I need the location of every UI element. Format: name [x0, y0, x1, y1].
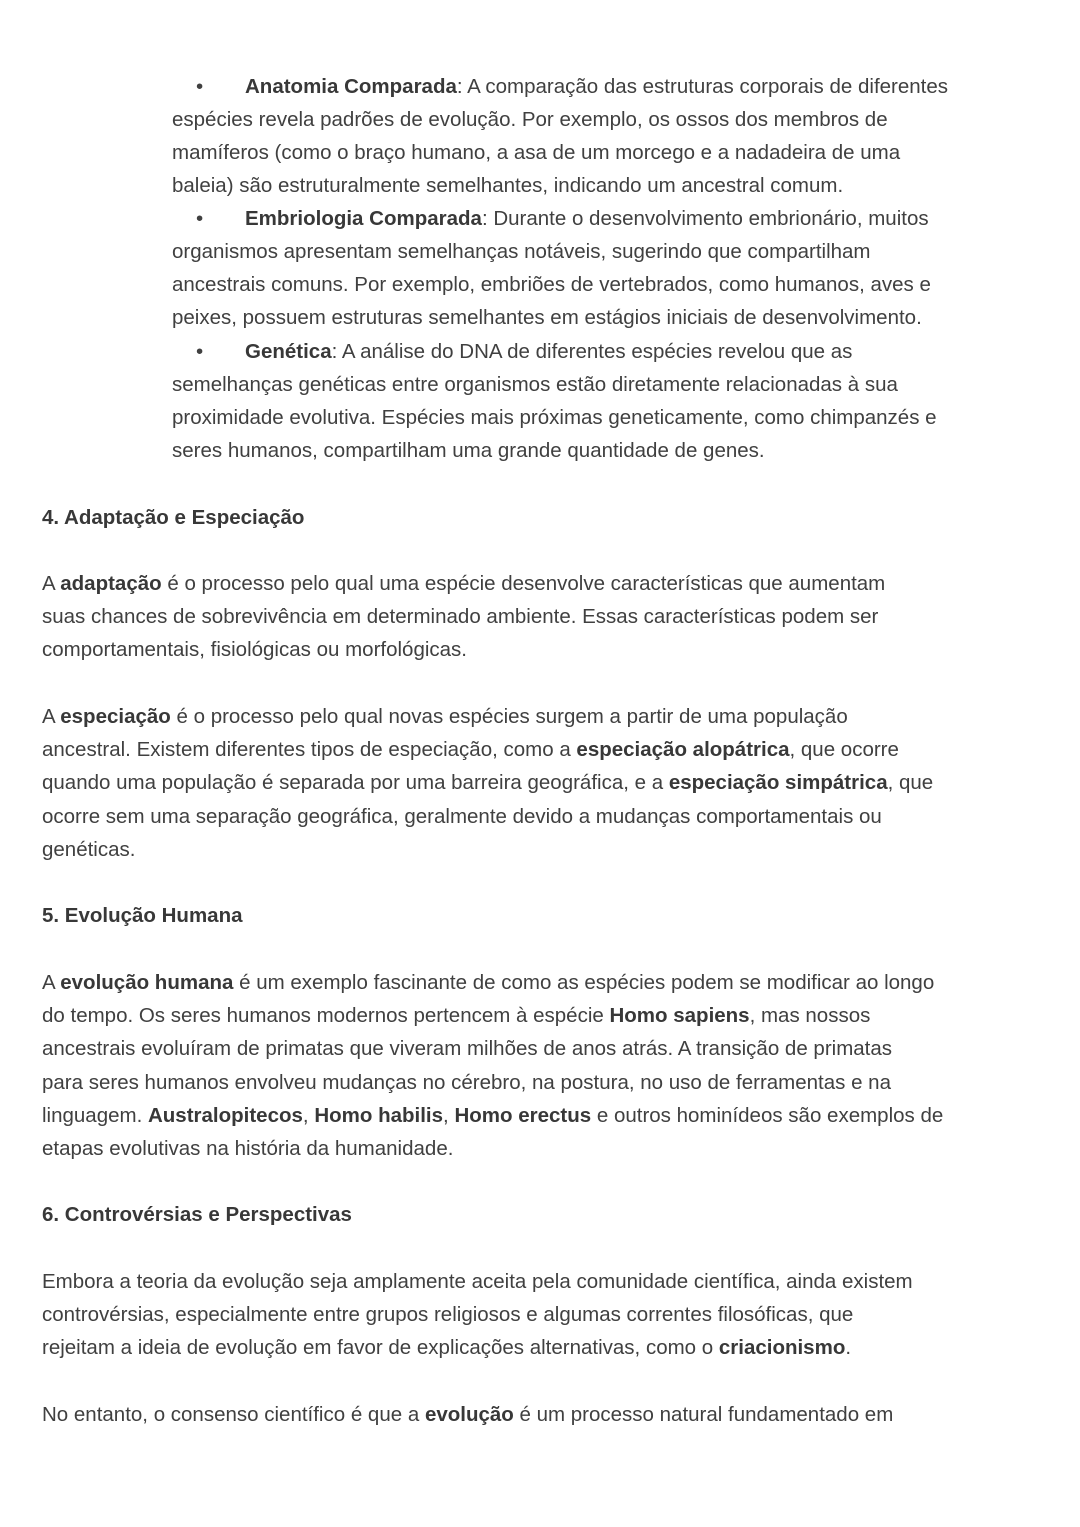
term: Anatomia Comparada	[245, 75, 457, 98]
section-heading-4: 4. Adaptação e Especiação	[42, 506, 305, 529]
bullet-icon: •	[196, 207, 204, 230]
section-heading-6: 6. Controvérsias e Perspectivas	[42, 1203, 352, 1226]
term: Embriologia Comparada	[245, 207, 482, 230]
section-heading-5: 5. Evolução Humana	[42, 904, 243, 927]
term: Genética	[245, 340, 332, 363]
bullet-icon: •	[196, 340, 204, 363]
bullet-icon: •	[196, 75, 204, 98]
